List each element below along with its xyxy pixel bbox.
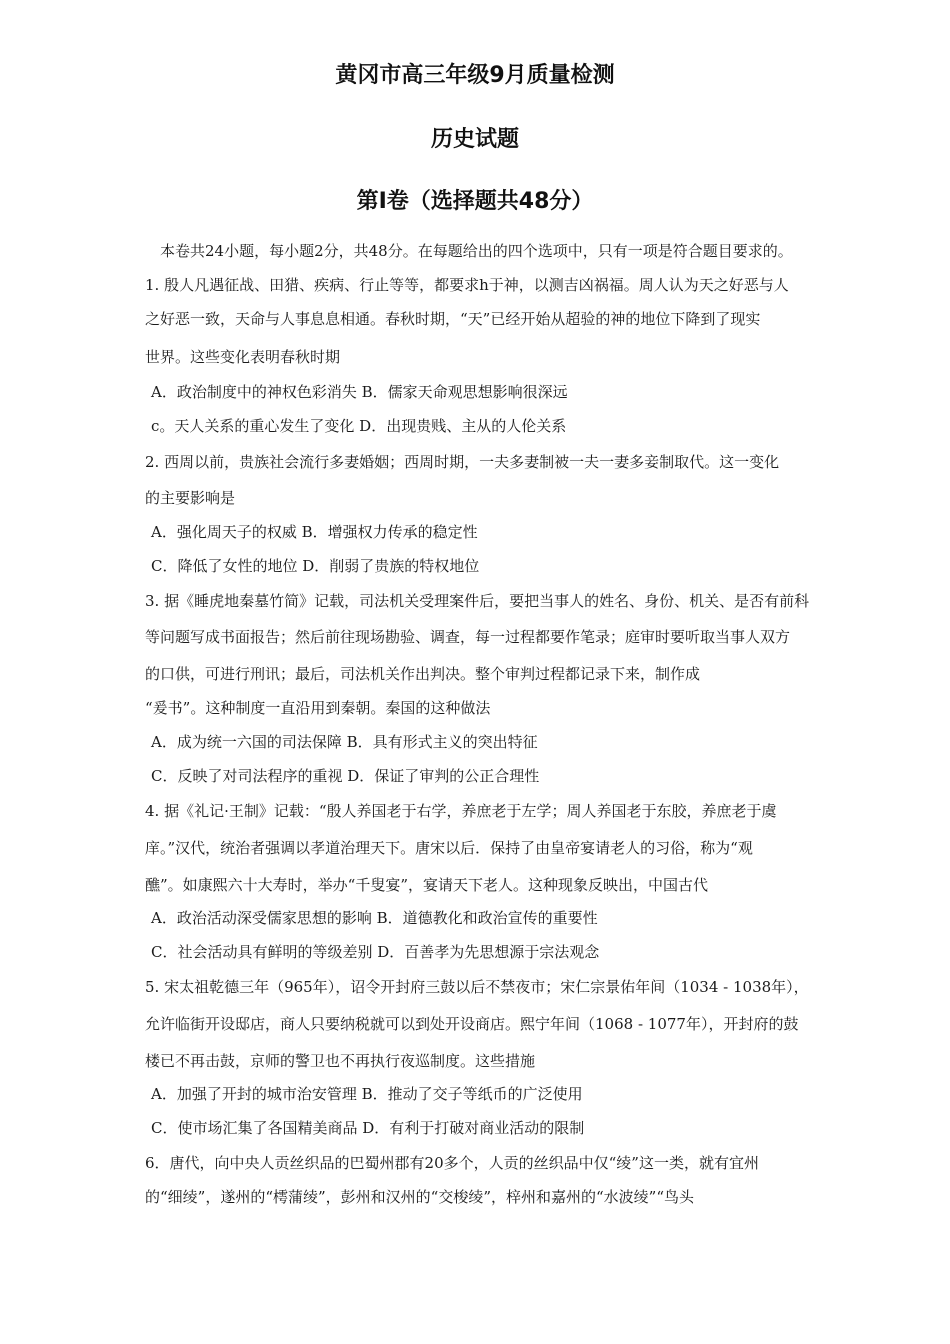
question-4-options-1: A．政治活动深受儒家思想的影响 B．道德教化和政治宣传的重要性 (151, 909, 598, 927)
question-6-line-1: 6．唐代，向中央人贡丝织品的巴蜀州郡有20多个，人贡的丝织品中仅“绫”这一类，就有宜州 (145, 1154, 759, 1172)
question-5-line-2: 允许临街开设邸店，商人只要纳税就可以到处开设商店。熙宁年间（1068 - 1077年），开封府的鼓 (145, 1015, 799, 1033)
subject-title: 历史试题 (430, 127, 519, 152)
question-2-options-2: C．降低了女性的地位 D．削弱了贵族的特权地位 (151, 557, 480, 575)
question-4-line-1: 4. 据《礼记·王制》记载：“殷人养国老于右学，养庶老于左学；周人养国老于东胶，养庶老于虞 (145, 802, 777, 820)
question-3-line-2: 等问题写成书面报告；然后前往现场勘验、调查，每一过程都要作笔录；庭审时要听取当事人双方 (145, 628, 791, 646)
question-3-line-4: “爰书”。这种制度一直沿用到秦朝。秦国的这种做法 (145, 699, 491, 717)
question-1-options-1: A．政治制度中的神权色彩消失 B．儒家天命观思想影响很深远 (151, 383, 568, 401)
question-1-options-2: c。天人关系的重心发生了变化 D．出现贵贱、主从的人伦关系 (151, 417, 567, 435)
question-4-line-2: 庠。”汉代，统治者强调以孝道治理天下。唐宋以后．保持了由皇帝宴请老人的习俗，称为“观 (145, 839, 753, 857)
instructions: 本卷共24小题，每小题2分，共48分。在每题给出的四个选项中，只有一项是符合题目要求的。 (160, 242, 793, 260)
question-2-options-1: A．强化周天子的权威 B．增强权力传承的稳定性 (151, 523, 478, 541)
question-5-options-1: A．加强了开封的城市治安管理 B．推动了交子等纸币的广泛使用 (151, 1085, 583, 1103)
question-3-line-1: 3. 据《睡虎地秦墓竹简》记载，司法机关受理案件后，要把当事人的姓名、身份、机关、是否有前科 (145, 592, 810, 610)
question-1-line-3: 世界。这些变化表明春秋时期 (145, 348, 341, 366)
question-5-line-3: 楼已不再击鼓，京师的警卫也不再执行夜巡制度。这些措施 (145, 1052, 536, 1070)
question-3-line-3: 的口供，可进行刑讯；最后，司法机关作出判决。整个审判过程都记录下来，制作成 (145, 665, 701, 683)
section-title: 第I卷（选择题共48分） (356, 189, 594, 214)
question-6-line-2: 的“细绫”，遂州的“樗蒲绫”，彭州和汉州的“交梭绫”，梓州和嘉州的“水波绫”“鸟头 (145, 1188, 695, 1206)
question-1-line-2: 之好恶一致，天命与人事息息相通。春秋时期，“天”已经开始从超验的神的地位下降到了现实 (145, 310, 761, 328)
question-2-line-1: 2. 西周以前，贵族社会流行多妻婚姻；西周时期，一夫多妻制被一夫一妻多妾制取代。这一变化 (145, 453, 780, 471)
question-2-line-2: 的主要影响是 (145, 489, 236, 507)
question-5-options-2: C．使市场汇集了各国精美商品 D．有利于打破对商业活动的限制 (151, 1119, 585, 1137)
exam-title: 黄冈市高三年级9月质量检测 (335, 63, 615, 88)
question-4-line-3: 醮”。如康熙六十大寿时，举办“千叟宴”，宴请天下老人。这种现象反映出，中国古代 (145, 876, 709, 894)
question-5-line-1: 5. 宋太祖乾德三年（965年），诏令开封府三鼓以后不禁夜市；宋仁宗景佑年间（1034 - 1038年）， (145, 978, 809, 996)
question-1-line-1: 1. 殷人凡遇征战、田猎、疾病、行止等等，都要求h于神，以测吉凶祸福。周人认为天之好恶与人 (145, 276, 789, 294)
question-3-options-2: C．反映了对司法程序的重视 D．保证了审判的公正合理性 (151, 767, 540, 785)
question-3-options-1: A．成为统一六国的司法保障 B．具有形式主义的突出特征 (151, 733, 538, 751)
question-4-options-2: C．社会活动具有鲜明的等级差别 D．百善孝为先思想源于宗法观念 (151, 943, 600, 961)
